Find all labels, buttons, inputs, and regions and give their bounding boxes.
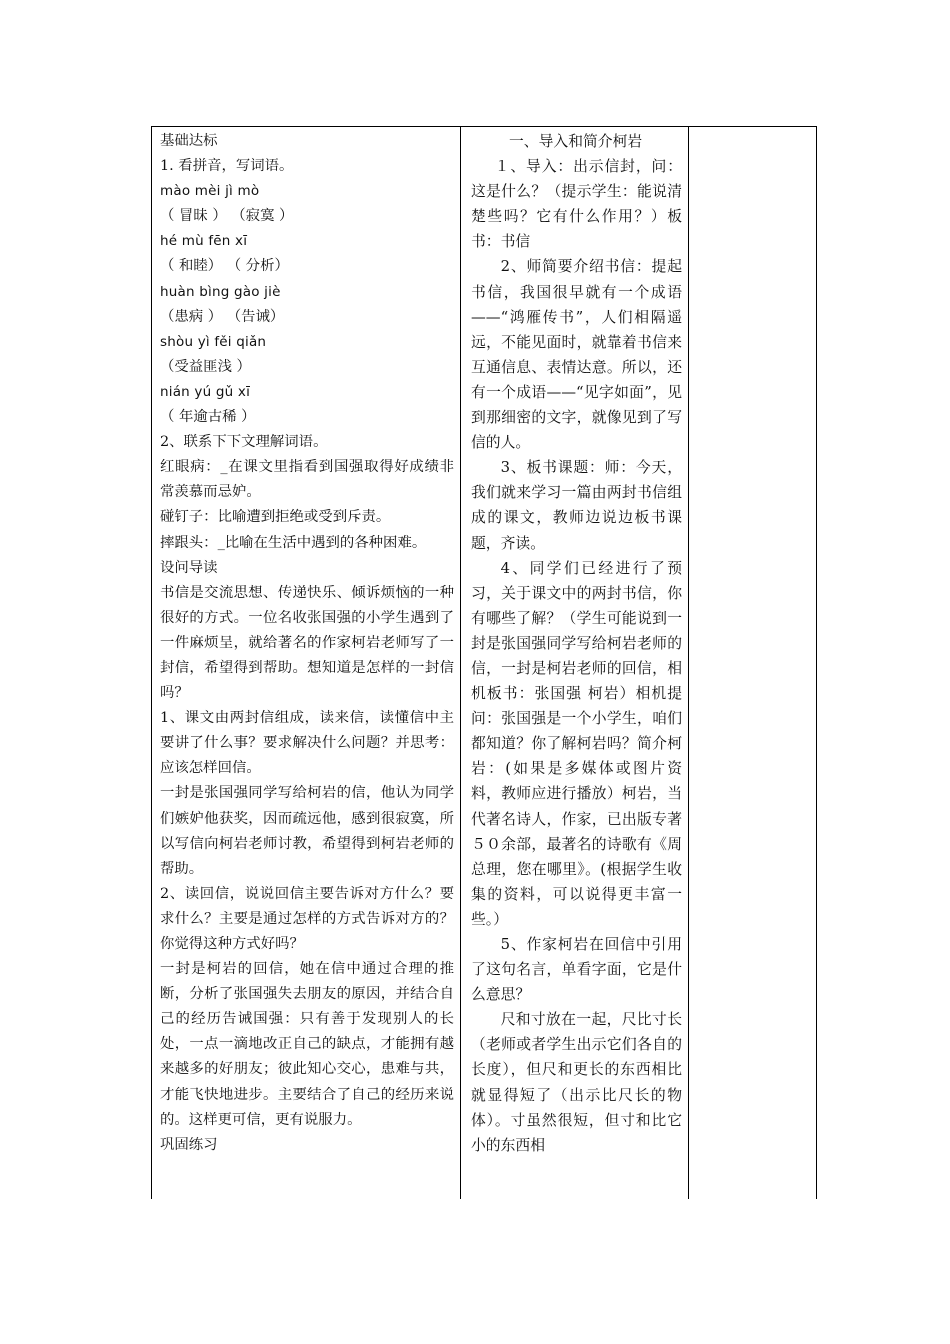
- section-title-practice: 巩固练习: [160, 1136, 218, 1153]
- teaching-step-3: 3、板书课题：师：今天，我们就来学习一篇由两封书信组成的课文，教师边说边板书课题，齐读。: [471, 459, 682, 552]
- pinyin-line: huàn bìng gào jiè: [160, 283, 281, 300]
- exercise-column: [152, 127, 461, 1200]
- teaching-step-1: １、导入：出示信封，问：这是什么？（提示学生：能说清楚些吗？它有什么作用？）板书：书信: [471, 158, 682, 251]
- reading-answer-1: 一封是张国强同学写给柯岩的信，他认为同学们嫉妒他获奖，因而疏远他，感到很寂寞，所以写信向柯岩老师讨教，希望得到柯岩老师的帮助。: [160, 785, 454, 877]
- teaching-process-column: [461, 127, 689, 1200]
- reading-question-2: 2、读回信，说说回信主要告诉对方什么？要求什么？主要是通过怎样的方式告诉对方的？你觉得这种方式好吗？: [160, 885, 454, 952]
- pinyin-line: hé mù fēn xī: [160, 233, 248, 250]
- pinyin-line: nián yú gǔ xī: [160, 383, 251, 400]
- answer-line: （患病 ） （告诫）: [160, 308, 285, 325]
- table-row: [152, 127, 817, 1200]
- teaching-step-6: 尺和寸放在一起，尺比寸长（老师或者学生出示它们各自的长度），但尺和更长的东西相比就显得短了（出示比尺长的物体）。寸虽然很短，但寸和比它小的东西相: [471, 1011, 682, 1154]
- pinyin-line: mào mèi jì mò: [160, 183, 260, 200]
- teaching-step-4: 4、同学们已经进行了预习，关于课文中的两封书信，你有哪些了解？（学生可能说到一封是张国强同学写给柯岩老师的信，一封是柯岩老师的回信，相机板书：张国强 柯岩）相机提问：张国强是一个小学生，咱们都知道？你了解柯岩吗？简介柯岩：(如果是多媒体或图片资料，教师应进行播放）柯岩，当代著名诗人，作家，已出版专著５０余部，最著名的诗歌有《周总理，您在哪里》。(根据学生收集的资料，可以说得更丰富一些。）: [471, 559, 682, 928]
- question-2-title: 2、联系下下文理解词语。: [160, 434, 328, 451]
- teaching-step-2: 2、师简要介绍书信：提起书信，我国很早就有一个成语——“鸿雁传书”，人们相隔遥远，不能见面时，就靠着书信来互通信息、表情达意。所以，还有一个成语——“见字如面”，见到那细密的文字，就像见到了写信的人。: [471, 258, 682, 452]
- pinyin-line: shòu yì fěi qiǎn: [160, 333, 267, 350]
- reading-question-1: 1、课文由两封信组成，读来信，读懂信中主要讲了什么事？要求解决什么问题？并思考：应该怎样回信。: [160, 710, 454, 777]
- answer-line: （ 年逾古稀 ）: [160, 409, 256, 426]
- notes-column: [689, 127, 817, 1200]
- notes-content: [689, 127, 816, 1197]
- intro-paragraph: 书信是交流思想、传递快乐、倾诉烦恼的一种很好的方式。一位名收张国强的小学生遇到了一件麻烦呈，就给著名的作家柯岩老师写了一封信，希望得到帮助。想知道是怎样的一封信吗？: [160, 584, 454, 702]
- teaching-step-5: 5、作家柯岩在回信中引用了这句名言，单看字面，它是什么意思？: [471, 936, 682, 1004]
- word-explanation: 红眼病：_在课文里指看到国强取得好成绩非常羡慕而忌妒。: [160, 459, 454, 501]
- answer-line: （受益匪浅 ）: [160, 358, 251, 375]
- answer-line: （ 和睦） （ 分析）: [160, 258, 289, 275]
- answer-line: （ 冒昧 ） （寂寞 ）: [160, 208, 294, 225]
- section-title-basics: 基础达标: [160, 133, 218, 149]
- section-title-guided-reading: 设问导读: [160, 559, 218, 576]
- reading-answer-2: 一封是柯岩的回信，她在信中通过合理的推断，分析了张国强失去朋友的原因，并结合自己的经历告诫国强：只有善于发现别人的长处，一点一滴地改正自己的缺点，才能拥有越来越多的好朋友；彼此知心交心，患难与共，才能飞快地进步。主要结合了自己的经历来说的。这样更可信，更有说服力。: [160, 961, 454, 1128]
- teaching-heading: 一、导入和简介柯岩: [509, 133, 643, 150]
- word-explanation: 摔跟头：_比喻在生活中遇到的各种困难。: [160, 534, 427, 551]
- word-explanation: 碰钉子：比喻遭到拒绝或受到斥责。: [160, 509, 391, 526]
- lesson-plan-table: [151, 126, 817, 1199]
- question-1-title: 1. 看拼音，写词语。: [160, 158, 294, 175]
